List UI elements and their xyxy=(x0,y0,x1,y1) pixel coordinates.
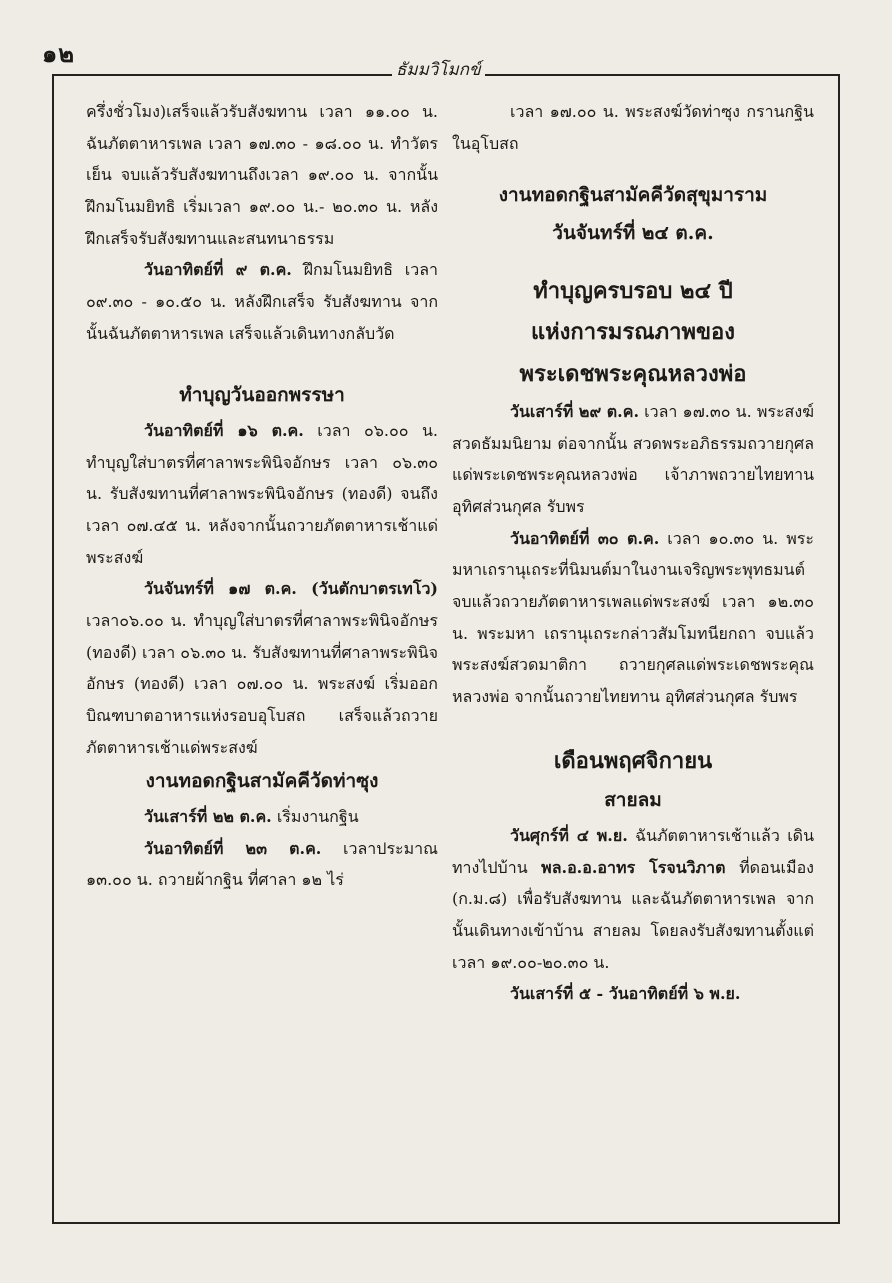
day-label: วันอาทิตย์ที่ ๒๓ ต.ค. xyxy=(144,838,322,858)
paragraph-text: ฉันภัตตาหารเช้าแล้ว เดินทางไปบ้าน xyxy=(452,826,814,877)
paragraph xyxy=(86,254,438,349)
paragraph-text: เริ่มงานกฐิน xyxy=(271,806,359,826)
paragraph: เวลา ๑๗.๐๐ น. พระสงฆ์วัดท่าซุง กรานกฐินในอุโบสถ xyxy=(452,102,814,153)
section-heading: พระเดชพระคุณหลวงพ่อ xyxy=(519,361,747,388)
section-heading: ทำบุญวันออกพรรษา xyxy=(179,384,345,407)
section-subheading: สายลม xyxy=(604,789,662,812)
day-label: วันอาทิตย์ที่ ๙ ต.ค. xyxy=(144,260,292,280)
left-column xyxy=(86,96,438,896)
day-label: วันเสาร์ที่ ๒๙ ต.ค. xyxy=(510,401,640,421)
paragraph: ครึ่งชั่วโมง)เสร็จแล้วรับสังฆทาน เวลา ๑๑.๐๐ น. ฉันภัตตาหารเพล เวลา ๑๗.๓๐ - ๑๘.๐๐ น. ทำวัตรเย็น จบแล้วรับสังฆทานถึงเวลา ๑๙.๐๐ น. จากนั้น ฝึกมโนมยิทธิ เริ่มเวลา ๑๙.๐๐ น.- ๒๐.๓๐ น. หลังฝึกเสร็จรับสังฆทานและสนทนาธรรม xyxy=(86,102,438,248)
day-label: วันเสาร์ที่ ๕ - วันอาทิตย์ที่ ๖ พ.ย. xyxy=(510,984,741,1004)
day-label: วันเสาร์ที่ ๒๒ ต.ค. xyxy=(144,806,272,826)
day-label: วันอาทิตย์ที่ ๑๖ ต.ค. xyxy=(144,420,304,440)
day-label: วันจันทร์ที่ ๑๗ ต.ค. (วันตักบาตรเทโว) xyxy=(144,579,438,599)
section-subheading-day: วันจันทร์ที่ ๒๔ ต.ค. xyxy=(552,221,714,244)
section-heading: งานทอดกฐินสามัคคีวัดท่าซุง xyxy=(145,770,379,793)
paragraph xyxy=(452,820,814,978)
paragraph xyxy=(86,415,438,573)
person-name: พล.อ.อ.อาทร โรจนวิภาต xyxy=(541,857,726,877)
paragraph-text: ที่ดอนเมือง (ก.ม.๘) เพื่อรับสังฆทาน และฉันภัตตาหารเพล จากนั้นเดินทางเข้าบ้าน สายลม โดยลงรับสังฆทานตั้งแต่เวลา ๑๙.๐๐-๒๐.๓๐ น. xyxy=(452,857,814,972)
section-heading: ทำบุญครบรอบ ๒๔ ปี xyxy=(533,277,733,304)
day-label: วันศุกร์ที่ ๔ พ.ย. xyxy=(510,826,628,846)
page-number: ๑๒ xyxy=(42,39,76,68)
paragraph xyxy=(452,523,814,713)
running-header: ธัมมวิโมกข์ xyxy=(392,56,485,83)
paragraph-text: เวลาประมาณ ๑๓.๐๐ น. ถวายผ้ากฐิน ที่ศาลา ๑๒ ไร่ xyxy=(86,838,439,890)
paragraph-text: เวลา ๑๐.๓๐ น. พระมหาเถรานุเถระที่นิมนต์มาในงานเจริญพระพุทธมนต์ จบแล้วถวายภัตตาหารเพลแด่พระสงฆ์ เวลา ๑๒.๓๐ น. พระมหา เถรานุเถระกล่าวสัมโมทนียกถา จบแล้วพระสงฆ์สวดมาติกา ถวายกุศลแด่พระเดชพระคุณหลวงพ่อ จากนั้นถวายไทยทาน อุทิศส่วนกุศล รับพร xyxy=(452,528,814,706)
section-heading: งานทอดกฐินสามัคคีวัดสุขุมาราม xyxy=(498,184,768,207)
paragraph-text: เวลา๐๖.๐๐ น. ทำบุญใส่บาตรที่ศาลาพระพินิจอักษร (ทองดี) เวลา ๐๖.๓๐ น. รับสังฆทานที่ศาลาพระพินิจอักษร (ทองดี) เวลา ๐๗.๐๐ น. พระสงฆ์ เริ่มออกบิณฑบาตอาหารแห่งรอบอุโบสถ เสร็จแล้วถวายภัตตาหารเช้าแด่พระสงฆ์ xyxy=(86,611,438,757)
paragraph-text: เวลา ๐๖.๐๐ น. ทำบุญใส่บาตรที่ศาลาพระพินิจอักษร เวลา ๐๖.๓๐ น. รับสังฆทานที่ศาลาพระพินิจอักษร (ทองดี) จนถึงเวลา ๐๗.๔๕ น. หลังจากนั้นถวายภัตตาหารเช้าแด่พระสงฆ์ xyxy=(86,420,438,567)
day-label: วันอาทิตย์ที่ ๓๐ ต.ค. xyxy=(510,528,660,548)
section-heading: เดือนพฤศจิกายน xyxy=(553,747,713,774)
paragraph-text: ฝึกมโนมยิทธิ เวลา ๐๙.๓๐ - ๑๐.๕๐ น. หลังฝึกเสร็จ รับสังฆทาน จากนั้นฉันภัตตาหารเพล เสร็จแล้วเดินทางกลับวัด xyxy=(86,260,438,343)
paragraph xyxy=(452,396,814,523)
paragraph xyxy=(86,833,438,896)
section-heading: แห่งการมรณภาพของ xyxy=(531,319,735,346)
right-column xyxy=(452,96,814,1010)
paragraph-text: เวลา ๑๗.๓๐ น. พระสงฆ์สวดธัมมนิยาม ต่อจากนั้น สวดพระอภิธรรมถวายกุศลแด่พระเดชพระคุณหลวงพ่อ เจ้าภาพถวายไทยทาน อุทิศส่วนกุศล รับพร xyxy=(452,401,815,516)
paragraph xyxy=(86,573,438,763)
paragraph xyxy=(86,801,438,833)
